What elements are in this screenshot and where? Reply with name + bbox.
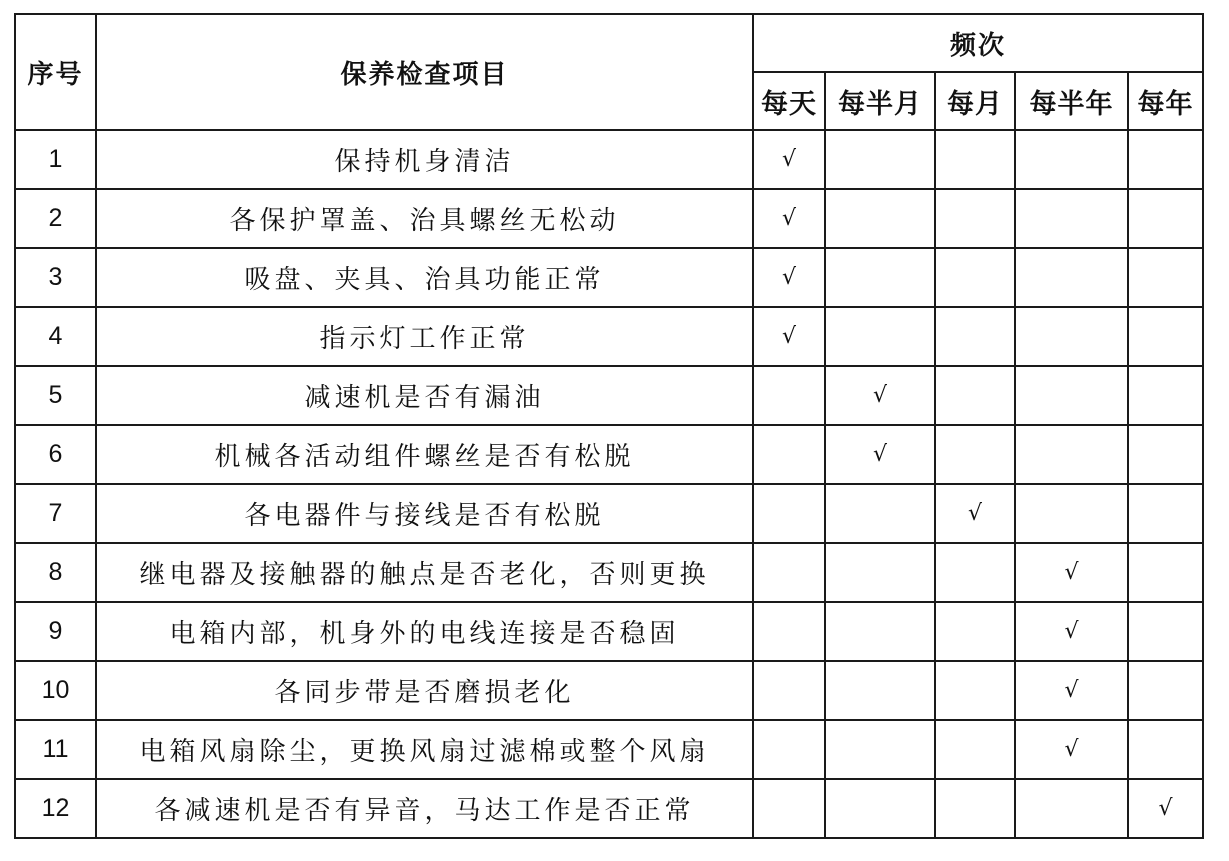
- freq-cell: [1128, 248, 1203, 307]
- row-item: 保持机身清洁: [96, 130, 753, 189]
- freq-cell: [935, 366, 1015, 425]
- row-item: 各减速机是否有异音，马达工作是否正常: [96, 779, 753, 838]
- row-number: 2: [15, 189, 96, 248]
- header-item: 保养检查项目: [96, 14, 753, 130]
- freq-cell: [1128, 130, 1203, 189]
- row-number: 6: [15, 425, 96, 484]
- row-number: 1: [15, 130, 96, 189]
- row-item: 各电器件与接线是否有松脱: [96, 484, 753, 543]
- freq-cell: [825, 602, 935, 661]
- freq-cell: [825, 484, 935, 543]
- freq-cell: [1128, 543, 1203, 602]
- header-freq-monthly: 每月: [935, 72, 1015, 130]
- check-mark-icon: √: [753, 130, 825, 189]
- freq-cell: [935, 189, 1015, 248]
- freq-cell: [935, 425, 1015, 484]
- freq-cell: [825, 189, 935, 248]
- table-row: [15, 366, 1203, 425]
- table-row: [15, 307, 1203, 366]
- row-item: 机械各活动组件螺丝是否有松脱: [96, 425, 753, 484]
- row-item: 各保护罩盖、治具螺丝无松动: [96, 189, 753, 248]
- freq-cell: [1015, 189, 1128, 248]
- freq-cell: [1015, 366, 1128, 425]
- row-item: 减速机是否有漏油: [96, 366, 753, 425]
- check-mark-icon: √: [1015, 720, 1128, 779]
- freq-cell: [1128, 366, 1203, 425]
- freq-cell: [935, 130, 1015, 189]
- freq-cell: [1128, 425, 1203, 484]
- header-row-top: [15, 14, 1203, 72]
- freq-cell: [825, 130, 935, 189]
- header-freq-daily: 每天: [753, 72, 825, 130]
- freq-cell: [825, 248, 935, 307]
- freq-cell: [1015, 779, 1128, 838]
- row-item: 电箱风扇除尘，更换风扇过滤棉或整个风扇: [96, 720, 753, 779]
- freq-cell: [1128, 602, 1203, 661]
- header-frequency: 频次: [753, 14, 1203, 72]
- row-number: 12: [15, 779, 96, 838]
- row-number: 7: [15, 484, 96, 543]
- freq-cell: [1128, 189, 1203, 248]
- check-mark-icon: √: [1015, 602, 1128, 661]
- check-mark-icon: √: [825, 425, 935, 484]
- table-row: [15, 779, 1203, 838]
- freq-cell: [935, 720, 1015, 779]
- freq-cell: [935, 779, 1015, 838]
- freq-cell: [1015, 248, 1128, 307]
- row-number: 10: [15, 661, 96, 720]
- row-item: 指示灯工作正常: [96, 307, 753, 366]
- freq-cell: [825, 779, 935, 838]
- row-item: 电箱内部，机身外的电线连接是否稳固: [96, 602, 753, 661]
- check-mark-icon: √: [753, 248, 825, 307]
- table-row: [15, 484, 1203, 543]
- row-number: 4: [15, 307, 96, 366]
- check-mark-icon: √: [825, 366, 935, 425]
- freq-cell: [753, 366, 825, 425]
- freq-cell: [935, 248, 1015, 307]
- freq-cell: [753, 543, 825, 602]
- freq-cell: [1015, 484, 1128, 543]
- freq-cell: [753, 661, 825, 720]
- freq-cell: [753, 779, 825, 838]
- check-mark-icon: √: [1015, 543, 1128, 602]
- row-item: 继电器及接触器的触点是否老化，否则更换: [96, 543, 753, 602]
- table-row: [15, 189, 1203, 248]
- table-row: [15, 602, 1203, 661]
- header-seq: 序号: [15, 14, 96, 130]
- row-number: 9: [15, 602, 96, 661]
- table-row: [15, 248, 1203, 307]
- check-mark-icon: √: [753, 189, 825, 248]
- freq-cell: [935, 602, 1015, 661]
- check-mark-icon: √: [935, 484, 1015, 543]
- header-freq-yearly: 每年: [1128, 72, 1203, 130]
- header-freq-half-monthly: 每半月: [825, 72, 935, 130]
- freq-cell: [753, 484, 825, 543]
- row-item: 各同步带是否磨损老化: [96, 661, 753, 720]
- row-number: 8: [15, 543, 96, 602]
- table-body: [15, 130, 1203, 838]
- freq-cell: [753, 425, 825, 484]
- header-freq-half-yearly: 每半年: [1015, 72, 1128, 130]
- table-row: [15, 425, 1203, 484]
- maintenance-table: [14, 13, 1204, 839]
- freq-cell: [825, 720, 935, 779]
- freq-cell: [935, 661, 1015, 720]
- freq-cell: [753, 602, 825, 661]
- freq-cell: [1128, 720, 1203, 779]
- freq-cell: [1015, 425, 1128, 484]
- freq-cell: [935, 307, 1015, 366]
- row-number: 11: [15, 720, 96, 779]
- row-item: 吸盘、夹具、治具功能正常: [96, 248, 753, 307]
- table-row: [15, 543, 1203, 602]
- table-row: [15, 720, 1203, 779]
- row-number: 5: [15, 366, 96, 425]
- freq-cell: [825, 307, 935, 366]
- freq-cell: [825, 661, 935, 720]
- row-number: 3: [15, 248, 96, 307]
- freq-cell: [935, 543, 1015, 602]
- freq-cell: [825, 543, 935, 602]
- freq-cell: [753, 720, 825, 779]
- freq-cell: [1015, 130, 1128, 189]
- maintenance-sheet: [14, 13, 1204, 839]
- freq-cell: [1015, 307, 1128, 366]
- table-row: [15, 130, 1203, 189]
- freq-cell: [1128, 484, 1203, 543]
- freq-cell: [1128, 661, 1203, 720]
- check-mark-icon: √: [1015, 661, 1128, 720]
- freq-cell: [1128, 307, 1203, 366]
- table-row: [15, 661, 1203, 720]
- check-mark-icon: √: [1128, 779, 1203, 838]
- check-mark-icon: √: [753, 307, 825, 366]
